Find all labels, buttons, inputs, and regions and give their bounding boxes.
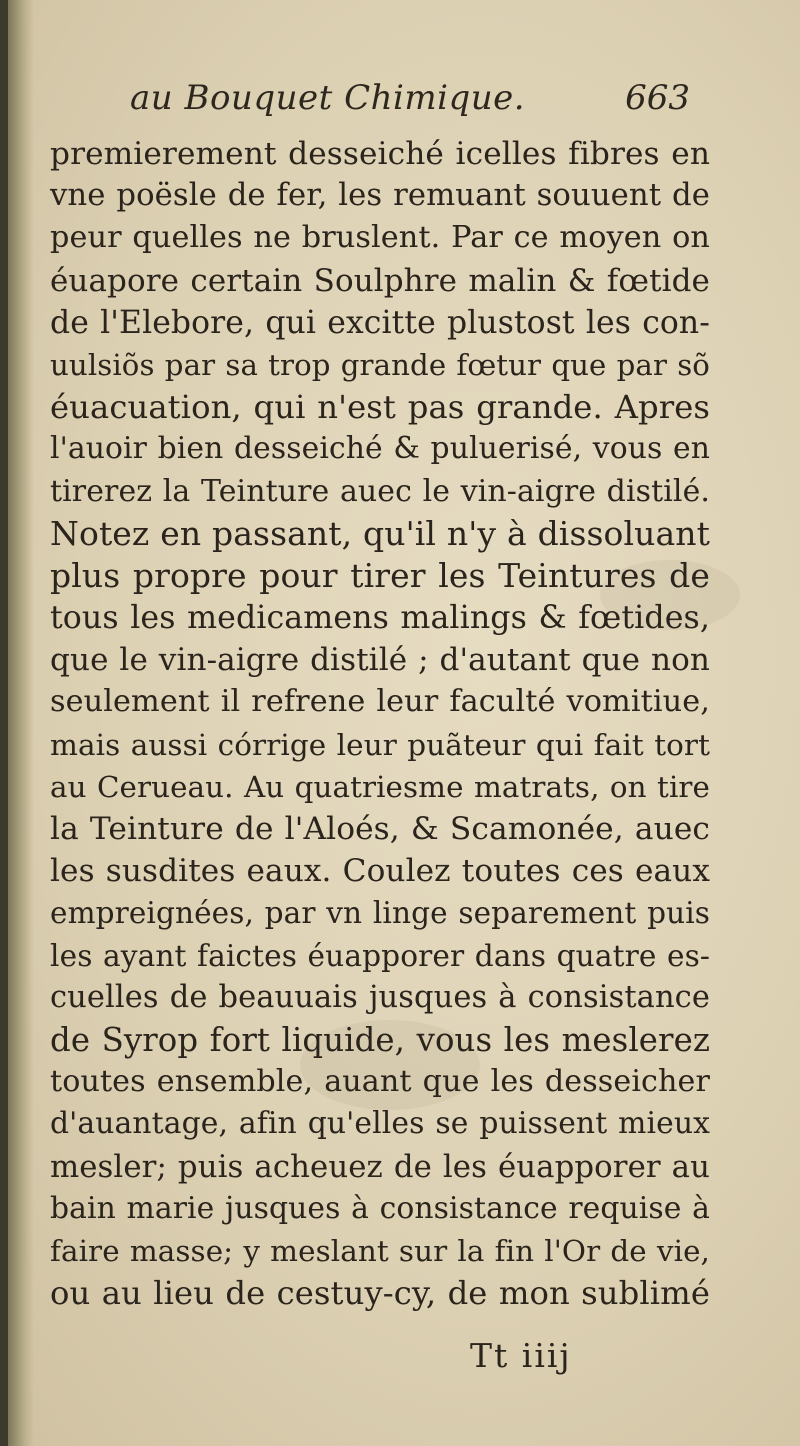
text-line: éuapore certain Soulphre malin & fœtide <box>50 262 710 299</box>
text-line: toutes ensemble, auant que les desseicher <box>50 1064 710 1100</box>
text-line: tous les medicamens malings & fœtides, <box>50 600 710 637</box>
running-header <box>130 78 690 126</box>
text-line: uulsiõs par sa trop grande fœtur que par sõ <box>50 347 710 382</box>
text-line: de Syrop fort liquide, vous les meslerez <box>50 1020 710 1059</box>
text-line: mesler; puis acheuez de les éuapporer au <box>50 1148 710 1185</box>
text-line: de l'Elebore, qui excitte plustost les con- <box>50 304 710 341</box>
text-line: seulement il refrene leur faculté vomitiue, <box>50 684 710 720</box>
text-line: ou au lieu de cestuy-cy, de mon sublimé <box>50 1274 710 1313</box>
text-line: la Teinture de l'Aloés, & Scamonée, auec <box>50 811 710 847</box>
text-line: peur quelles ne bruslent. Par ce moyen on <box>50 220 710 256</box>
text-line: plus propre pour tirer les Teintures de <box>50 555 710 595</box>
running-title: au Bouquet Chimique. <box>130 78 526 118</box>
page-number: 663 <box>625 78 690 118</box>
text-line: mais aussi córrige leur puãteur qui fait tort <box>50 727 710 762</box>
text-line: éuacuation, qui n'est pas grande. Apres <box>50 388 710 427</box>
text-line: les ayant faictes éuapporer dans quatre es- <box>50 938 710 973</box>
text-line: bain marie jusques à consistance requise à <box>50 1190 710 1226</box>
text-line: les susdites eaux. Coulez toutes ces eaux <box>50 853 710 890</box>
text-line: cuelles de beauuais jusques à consistance <box>50 979 710 1015</box>
text-line: premierement desseiché icelles fibres en <box>50 136 710 172</box>
text-line: faire masse; y meslant sur la fin l'Or de vie, <box>50 1233 710 1268</box>
text-line: vne poësle de fer, les remuant souuent de <box>50 178 710 214</box>
text-line: d'auantage, afin qu'elles se puissent mieux <box>50 1106 710 1142</box>
text-line: empreignées, par vn linge separement puis <box>50 896 710 931</box>
signature-mark: Tt iiij <box>470 1336 572 1375</box>
body-text <box>50 133 710 1314</box>
text-line: Notez en passant, qu'il n'y à dissoluant <box>50 513 710 553</box>
text-line: que le vin-aigre distilé ; d'autant que non <box>50 642 710 679</box>
text-line: l'auoir bien desseiché & puluerisé, vous en <box>50 431 710 467</box>
text-line: au Cerueau. Au quatriesme matrats, on tire <box>50 769 710 804</box>
text-line: tirerez la Teinture auec le vin-aigre distilé. <box>50 473 710 509</box>
binding-edge <box>0 0 8 1446</box>
